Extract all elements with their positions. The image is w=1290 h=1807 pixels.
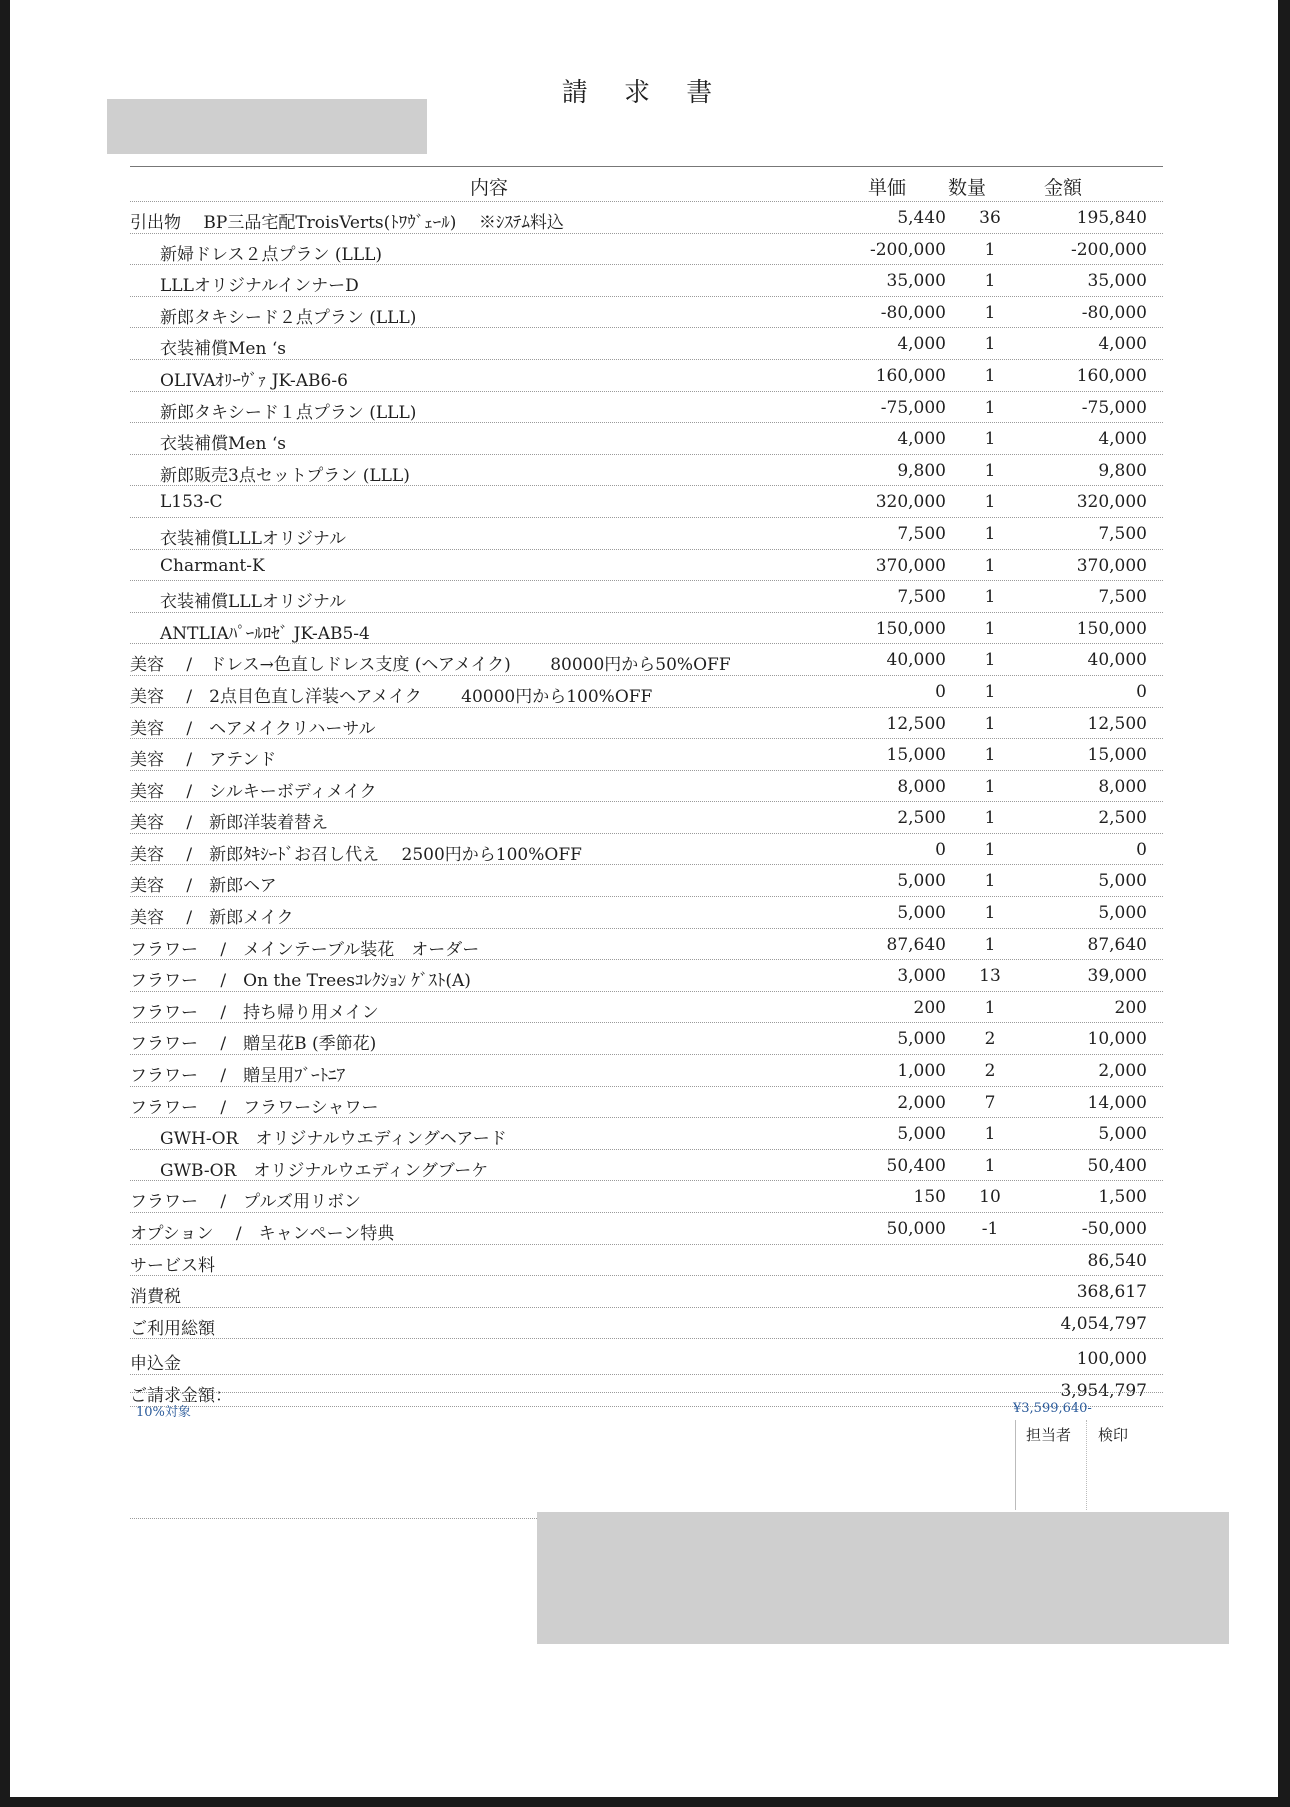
item-qty: 1 (984, 934, 996, 955)
item-amount: 39,000 (1087, 966, 1147, 987)
item-qty: -1 (981, 1219, 999, 1239)
total-row (130, 1245, 1163, 1277)
item-qty: 1 (984, 523, 996, 544)
item-qty: 1 (984, 745, 996, 766)
item-price: 50,400 (886, 1155, 946, 1176)
item-price: 150,000 (875, 618, 946, 639)
item-desc: 衣装補償Men ‘s (160, 434, 286, 455)
item-price: 87,640 (886, 934, 946, 955)
item-desc: 美容 / 新郎洋装着替え (130, 813, 329, 834)
item-amount: -200,000 (1070, 239, 1147, 260)
item-amount: 35,000 (1087, 271, 1147, 292)
total-value: 100,000 (1076, 1349, 1147, 1370)
item-price: -200,000 (869, 239, 946, 260)
tax-target-amount: ¥3,599,640- (1013, 1401, 1092, 1416)
total-value: 86,540 (1087, 1250, 1147, 1271)
table-row (130, 581, 1163, 613)
table-row (130, 392, 1163, 424)
item-desc: 美容 / 新郎メイク (130, 908, 294, 929)
stamp-box (1015, 1420, 1159, 1510)
item-qty: 1 (984, 555, 996, 576)
table-row (130, 897, 1163, 929)
item-amount: 0 (1136, 839, 1147, 860)
total-label: サービス料 (130, 1255, 215, 1276)
item-amount: -50,000 (1081, 1219, 1147, 1239)
item-price: 5,000 (897, 903, 946, 924)
item-rows (130, 202, 1163, 1245)
stamp-column (1088, 1420, 1158, 1510)
total-value: 4,054,797 (1060, 1313, 1147, 1334)
table-row (130, 297, 1163, 329)
item-desc: 美容 / シルキーボディメイク (130, 781, 377, 802)
item-price: 5,000 (897, 871, 946, 892)
item-desc: 引出物 BP三品宅配TroisVerts(ﾄﾜｳﾞｪｰﾙ) ※ｼｽﾃﾑ料込 (130, 213, 564, 233)
item-qty: 2 (984, 1061, 996, 1082)
item-qty: 1 (984, 460, 996, 481)
staff-column (1016, 1420, 1087, 1510)
item-price: 320,000 (875, 492, 946, 513)
item-amount: 9,800 (1098, 460, 1147, 481)
item-amount: 4,000 (1098, 334, 1147, 355)
item-price: 1,000 (897, 1061, 946, 1082)
item-desc: LLLオリジナルインナーD (160, 276, 359, 297)
item-qty: 1 (984, 681, 996, 702)
item-price: 0 (935, 681, 946, 702)
invoice-title: 請 求 書 (561, 78, 727, 108)
item-qty: 1 (984, 334, 996, 355)
redacted-company (537, 1512, 1229, 1644)
item-amount: 7,500 (1098, 587, 1147, 608)
redacted-recipient (107, 99, 427, 154)
item-desc: オプション / キャンペーン特典 (130, 1224, 395, 1244)
item-qty: 1 (984, 713, 996, 734)
item-amount: 160,000 (1076, 365, 1147, 386)
item-desc: フラワー / On the Treesｺﾚｸｼｮﾝ ｹﾞｽﾄ(A) (130, 971, 471, 992)
item-price: 160,000 (875, 365, 946, 386)
item-desc: GWB-OR オリジナルウエディングブーケ (160, 1160, 489, 1181)
item-qty: 1 (984, 808, 996, 829)
item-qty: 1 (984, 1124, 996, 1145)
item-qty: 13 (979, 966, 1001, 987)
item-amount: 5,000 (1098, 1124, 1147, 1145)
item-desc: 美容 / 2点目色直し洋装ヘアメイク 40000円から100%OFF (130, 686, 653, 707)
item-price: 7,500 (897, 587, 946, 608)
table-row (130, 1181, 1163, 1213)
footer-line (130, 1392, 1163, 1413)
table-row (130, 1213, 1163, 1245)
table-row (130, 486, 1163, 518)
header-price: 単価 (868, 177, 907, 199)
total-rows (130, 1245, 1163, 1407)
item-qty: 1 (984, 1155, 996, 1176)
table-row (130, 708, 1163, 740)
item-qty: 2 (984, 1029, 996, 1050)
table-row (130, 1023, 1163, 1055)
table-row (130, 802, 1163, 834)
item-price: 4,000 (897, 429, 946, 450)
item-qty: 1 (984, 365, 996, 386)
item-qty: 1 (984, 871, 996, 892)
stamp-label: 検印 (1098, 1426, 1129, 1444)
item-amount: 40,000 (1087, 650, 1147, 671)
total-row (130, 1276, 1163, 1308)
table-row (130, 992, 1163, 1024)
item-price: 4,000 (897, 334, 946, 355)
item-amount: 7,500 (1098, 523, 1147, 544)
item-price: 3,000 (897, 966, 946, 987)
item-desc: 衣装補償LLLオリジナル (160, 592, 347, 613)
item-qty: 1 (984, 618, 996, 639)
item-qty: 1 (984, 903, 996, 924)
item-amount: 5,000 (1098, 871, 1147, 892)
item-amount: 195,840 (1076, 208, 1147, 228)
item-price: 5,000 (897, 1029, 946, 1050)
table-row (130, 518, 1163, 550)
table-row (130, 1055, 1163, 1087)
table-row (130, 1118, 1163, 1150)
item-price: -75,000 (880, 397, 946, 418)
item-amount: 320,000 (1076, 492, 1147, 513)
item-qty: 1 (984, 492, 996, 513)
item-qty: 1 (984, 997, 996, 1018)
item-qty: 1 (984, 587, 996, 608)
table-row (130, 455, 1163, 487)
item-desc: フラワー / メインテーブル装花 オーダー (130, 939, 480, 960)
item-amount: 0 (1136, 681, 1147, 702)
item-price: 12,500 (886, 713, 946, 734)
item-desc: 美容 / アテンド (130, 750, 277, 771)
item-desc: フラワー / 贈呈花B (季節花) (130, 1034, 377, 1055)
item-desc: フラワー / 持ち帰り用メイン (130, 1002, 379, 1023)
item-desc: 美容 / 新郎ヘア (130, 876, 277, 897)
header-desc: 内容 (469, 177, 508, 199)
item-price: 9,800 (897, 460, 946, 481)
item-price: 35,000 (886, 271, 946, 292)
staff-label: 担当者 (1026, 1426, 1072, 1444)
item-desc: 新郎タキシード２点プラン (LLL) (160, 307, 417, 328)
item-price: 200 (913, 997, 946, 1018)
invoice-table (130, 166, 1163, 1407)
item-desc: GWH-OR オリジナルウエディングヘアード (160, 1129, 507, 1150)
item-amount: 12,500 (1087, 713, 1147, 734)
total-label: 申込金 (130, 1354, 181, 1375)
item-price: 2,500 (897, 808, 946, 829)
item-desc: 衣装補償Men ‘s (160, 339, 286, 360)
item-amount: -75,000 (1081, 397, 1147, 418)
item-desc: 衣装補償LLLオリジナル (160, 528, 347, 549)
item-price: 5,000 (897, 1124, 946, 1145)
item-qty: 1 (984, 429, 996, 450)
item-amount: 150,000 (1076, 618, 1147, 639)
table-row (130, 929, 1163, 961)
table-row (130, 1150, 1163, 1182)
item-qty: 1 (984, 776, 996, 797)
table-row (130, 613, 1163, 645)
item-amount: 370,000 (1076, 555, 1147, 576)
item-desc: フラワー / 贈呈用ﾌﾞｰﾄﾆｱ (130, 1066, 346, 1087)
item-desc: ANTLIAﾊﾟｰﾙﾛｾﾞ JK-AB5-4 (160, 623, 370, 644)
item-price: 15,000 (886, 745, 946, 766)
item-desc: 美容 / ヘアメイクリハーサル (130, 718, 376, 739)
item-desc: 新郎タキシード１点プラン (LLL) (160, 402, 417, 423)
item-desc: 美容 / 新郎ﾀｷｼｰﾄﾞお召し代え 2500円から100%OFF (130, 844, 582, 865)
item-amount: 8,000 (1098, 776, 1147, 797)
table-row (130, 676, 1163, 708)
table-row (130, 550, 1163, 582)
item-desc: 新郎販売3点セットプラン (LLL) (160, 465, 410, 486)
item-amount: 1,500 (1098, 1187, 1147, 1208)
item-amount: 87,640 (1087, 934, 1147, 955)
total-row (130, 1308, 1163, 1340)
table-row (130, 834, 1163, 866)
table-row (130, 644, 1163, 676)
item-price: 40,000 (886, 650, 946, 671)
item-qty: 1 (984, 302, 996, 323)
item-amount: 4,000 (1098, 429, 1147, 450)
item-amount: -80,000 (1081, 302, 1147, 323)
item-qty: 36 (979, 208, 1001, 228)
table-row (130, 328, 1163, 360)
item-price: 370,000 (875, 555, 946, 576)
item-price: 2,000 (897, 1092, 946, 1113)
item-price: 5,440 (897, 208, 946, 228)
table-row (130, 960, 1163, 992)
total-value: 3,954,797 (1060, 1380, 1147, 1401)
item-amount: 50,400 (1087, 1155, 1147, 1176)
header-qty: 数量 (948, 177, 987, 199)
item-qty: 1 (984, 271, 996, 292)
item-amount: 2,000 (1098, 1061, 1147, 1082)
table-row (130, 423, 1163, 455)
item-price: 50,000 (886, 1219, 946, 1239)
total-label: ご利用総額 (130, 1318, 215, 1339)
item-price: 150 (913, 1187, 946, 1208)
item-qty: 1 (984, 650, 996, 671)
table-row (130, 865, 1163, 897)
tax-target-label: 10%対象 (136, 1405, 191, 1420)
item-qty: 7 (984, 1092, 996, 1113)
item-amount: 15,000 (1087, 745, 1147, 766)
table-row (130, 1087, 1163, 1119)
table-row (130, 360, 1163, 392)
table-header (130, 166, 1163, 202)
item-desc: フラワー / フラワーシャワー (130, 1097, 379, 1118)
table-row (130, 265, 1163, 297)
table-row (130, 771, 1163, 803)
item-desc: 美容 / ドレス→色直しドレス支度 (ヘアメイク) 80000円から50%OFF (130, 655, 731, 676)
item-qty: 1 (984, 239, 996, 260)
item-desc: 新婦ドレス２点プラン (LLL) (160, 244, 383, 265)
item-amount: 200 (1114, 997, 1147, 1018)
item-desc: OLIVAｵﾘｰｳﾞｧ JK-AB6-6 (160, 370, 348, 391)
item-amount: 14,000 (1087, 1092, 1147, 1113)
item-price: -80,000 (880, 302, 946, 323)
item-desc: フラワー / プルズ用リボン (130, 1192, 361, 1213)
total-value: 368,617 (1076, 1282, 1147, 1303)
table-row (130, 739, 1163, 771)
item-amount: 10,000 (1087, 1029, 1147, 1050)
item-amount: 5,000 (1098, 903, 1147, 924)
item-qty: 10 (979, 1187, 1001, 1208)
total-label: 消費税 (130, 1287, 181, 1308)
header-amount: 金額 (1044, 177, 1083, 199)
table-row (130, 202, 1163, 234)
total-row (130, 1343, 1163, 1375)
table-row (130, 234, 1163, 266)
item-desc: Charmant-K (160, 555, 265, 576)
invoice-page (10, 0, 1278, 1797)
item-desc: L153-C (160, 492, 223, 513)
item-qty: 1 (984, 397, 996, 418)
item-amount: 2,500 (1098, 808, 1147, 829)
total-label: ご請求金額： (130, 1385, 232, 1406)
item-price: 0 (935, 839, 946, 860)
item-qty: 1 (984, 839, 996, 860)
item-price: 7,500 (897, 523, 946, 544)
item-price: 8,000 (897, 776, 946, 797)
